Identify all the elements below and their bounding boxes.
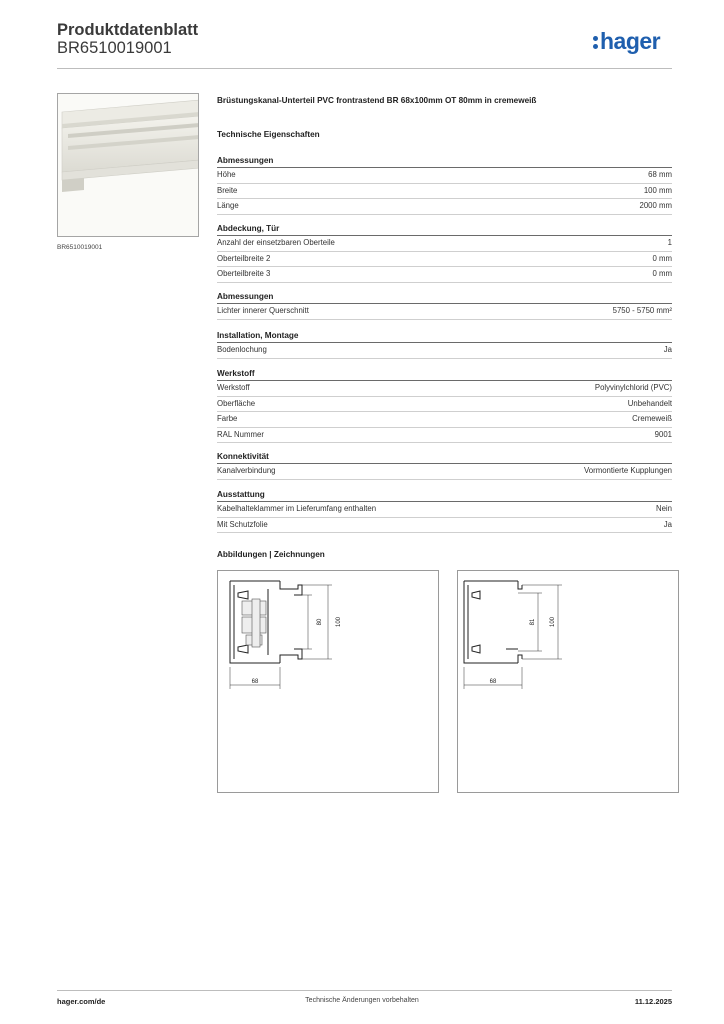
tech-heading: Technische Eigenschaften [217,130,320,139]
section-abmessungen-2 [217,291,672,320]
section-title: Abmessungen [217,155,672,168]
dim-width-label: 68 [489,679,497,685]
property-row: Oberteilbreite 3 0 mm [217,267,672,283]
drawing-left [217,570,439,793]
section-title: Installation, Montage [217,330,672,343]
product-code: BR6510019001 [57,39,172,57]
footer-website[interactable]: hager.com/de [57,997,106,1006]
dim-inner-label: 80 [317,618,323,626]
section-konnektivitaet [217,451,672,480]
footer-divider [57,990,672,991]
dim-inner-label: 81 [530,618,536,626]
property-row: Höhe 68 mm [217,168,672,184]
photo-caption: BR6510019001 [57,244,103,251]
product-title: Brüstungskanal-Unterteil PVC frontrastend BR 68x100mm OT 80mm in cremeweiß [217,96,537,105]
property-row: RAL Nummer 9001 [217,428,672,444]
section-title: Ausstattung [217,489,672,502]
logo-dots-icon [593,36,598,50]
property-row: Oberfläche Unbehandelt [217,397,672,413]
section-werkstoff [217,368,672,443]
property-row: Breite 100 mm [217,184,672,200]
section-abmessungen [217,155,672,215]
section-ausstattung [217,489,672,533]
property-row: Werkstoff Polyvinylchlorid (PVC) [217,381,672,397]
dim-height-label: 100 [336,616,342,628]
section-abdeckung [217,223,672,283]
property-row: Länge 2000 mm [217,199,672,215]
drawings-heading: Abbildungen | Zeichnungen [217,550,325,559]
dim-height-label: 100 [550,616,556,628]
footer-date: 11.12.2025 [634,997,672,1006]
property-row: Lichter innerer Querschnitt 5750 - 5750 mm² [217,304,672,320]
profile-drawing-right [458,571,680,794]
section-title: Abdeckung, Tür [217,223,672,236]
header-divider [57,68,672,69]
property-row: Oberteilbreite 2 0 mm [217,252,672,268]
property-row: Farbe Cremeweiß [217,412,672,428]
property-row: Mit Schutzfolie Ja [217,518,672,534]
section-installation [217,330,672,359]
profile-drawing-left [218,571,440,794]
property-row: Kanalverbindung Vormontierte Kupplungen [217,464,672,480]
property-row: Kabelhalteklammer im Lieferumfang enthalten Nein [217,502,672,518]
section-title: Konnektivität [217,451,672,464]
property-row: Anzahl der einsetzbaren Oberteile 1 [217,236,672,252]
dim-width-label: 68 [251,679,259,685]
page-title: Produktdatenblatt [57,21,199,39]
section-title: Werkstoff [217,368,672,381]
section-title: Abmessungen [217,291,672,304]
product-photo [57,93,199,237]
drawing-right [457,570,679,793]
hager-logo: hager [593,28,660,55]
footer-disclaimer: Technische Änderungen vorbehalten [305,997,419,1004]
property-row: Bodenlochung Ja [217,343,672,359]
